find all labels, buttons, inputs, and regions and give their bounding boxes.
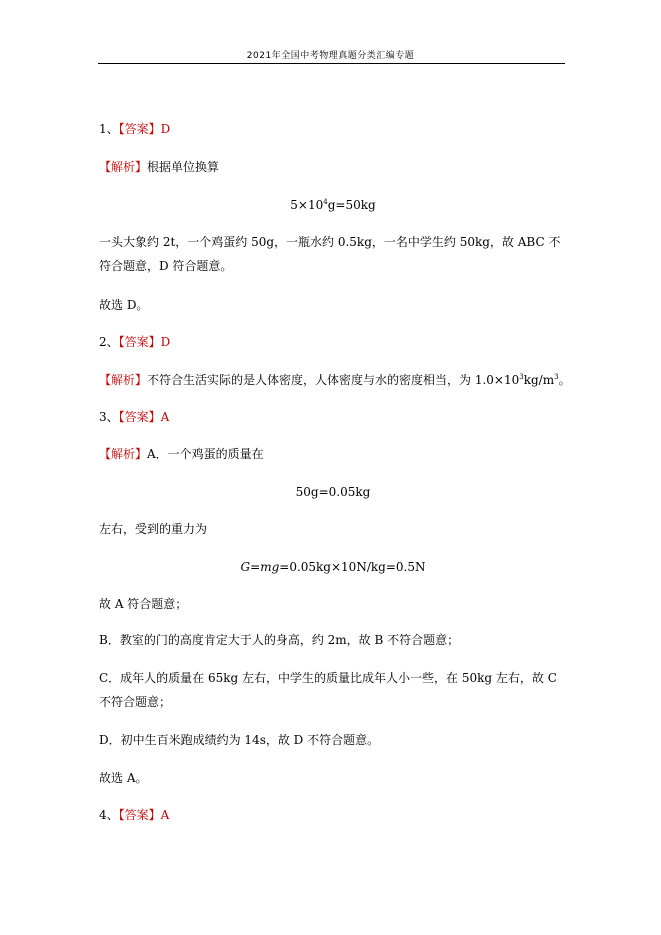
answer-tag: 【答案】 (118, 410, 161, 424)
analysis-tag: 【解析】 (99, 373, 148, 387)
answer-line-4 (99, 803, 567, 827)
formula-gravity: G=mg=0.05kg×10N/kg=0.5N (240, 560, 426, 574)
analysis-line-3: 【解析】A．一个鸡蛋的质量在 (99, 447, 264, 461)
conclusion-line: 故选 A。 (99, 771, 148, 785)
analysis-tag: 【解析】 (99, 160, 148, 174)
answer-tag: 【答案】 (118, 335, 161, 349)
answer-value: D (160, 122, 171, 136)
answer-tag: 【答案】 (118, 808, 161, 822)
analysis-line-1 (99, 155, 567, 179)
conclusion-line: 故选 D。 (99, 298, 149, 312)
option-d: D．初中生百米跑成绩约为 14s，故 D 不符合题意。 (99, 733, 380, 747)
question-number: 3、 (99, 410, 119, 424)
analysis-text: 根据单位换算 (147, 160, 220, 174)
question-number: 2、 (99, 335, 119, 349)
option-b: B．教室的门的高度肯定大于人的身高，约 2m，故 B 不符合题意； (99, 633, 460, 647)
analysis-line-2: 【解析】不符合生活实际的是人体密度，人体密度与水的密度相当，为 $1.0\times 10^3kg/m^3$。 (99, 373, 571, 387)
analysis-tag: 【解析】 (99, 447, 148, 461)
text-line: 左右，受到的重力为 (99, 522, 208, 536)
answer-value: A (160, 808, 170, 822)
answer-line-1 (99, 117, 567, 141)
formula-unit-conversion: $5\times 10^4g=50kg$ (290, 198, 376, 212)
question-number: 1、 (99, 122, 119, 136)
header-divider (98, 63, 565, 64)
page-header-title: 2021年全国中考物理真题分类汇编专题 (246, 51, 415, 61)
formula-egg-mass: 50g=0.05kg (295, 485, 371, 499)
answer-value: A (160, 410, 170, 424)
answer-tag: 【答案】 (118, 122, 161, 136)
question-number: 4、 (99, 808, 119, 822)
explanation-paragraph: 一头大象约 2t，一个鸡蛋约 50g，一瓶水约 0.5kg，一名中学生约 50kg，故 ABC 不符合题意，D 符合题意。 (99, 235, 561, 273)
answer-line-2 (99, 330, 567, 354)
answer-value: D (160, 335, 171, 349)
option-c: C．成年人的质量在 65kg 左右，中学生的质量比成年人小一些，在 50kg 左右，故 C 不符合题意； (99, 671, 557, 709)
answer-line-3 (99, 405, 567, 429)
option-a-conclusion: 故 A 符合题意； (99, 597, 188, 611)
